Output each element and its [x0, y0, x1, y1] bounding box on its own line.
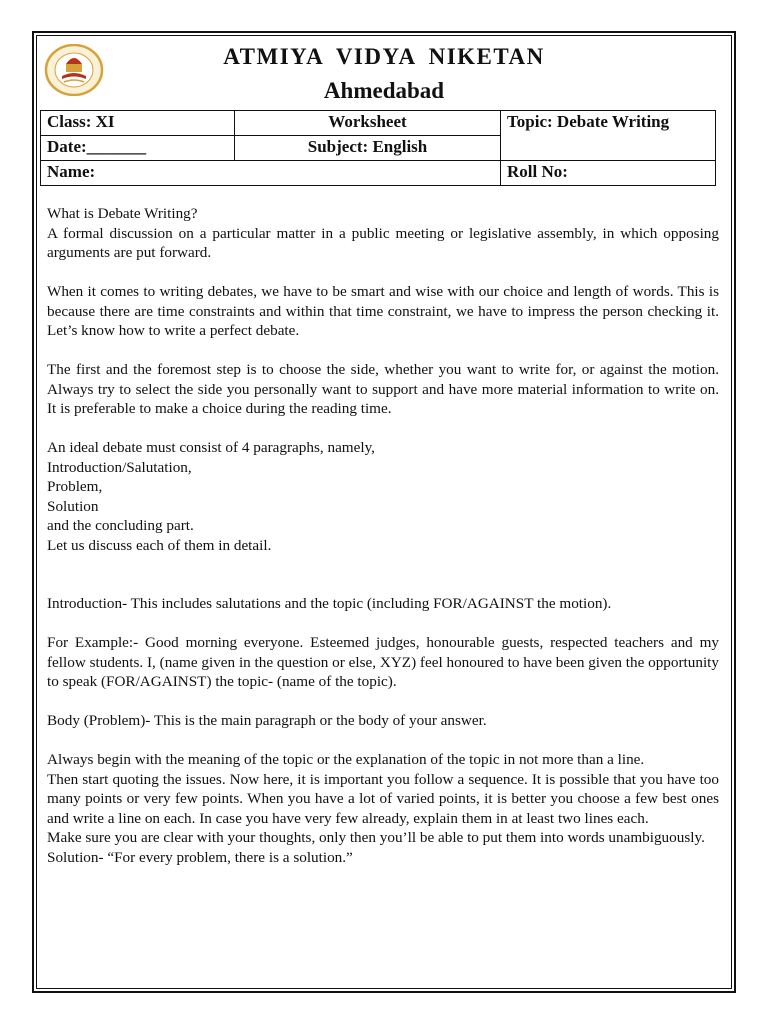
subject-cell: Subject: English	[235, 136, 501, 161]
roll-no-cell: Roll No:	[501, 161, 716, 186]
paragraph-quoting: Then start quoting the issues. Now here, it is important you follow a sequence. It is possible that you have too many points or very few points. When you have a lot of varied points, it is better you choose a few best ones and write a line on each. In case you have very few already, explain them in at least two lines each.	[47, 770, 719, 827]
school-city: Ahmedabad	[323, 78, 445, 103]
worksheet-content	[47, 204, 719, 867]
header-row	[41, 161, 716, 186]
paragraph-solution: Solution- “For every problem, there is a solution.”	[47, 848, 353, 866]
list-item: Solution	[47, 497, 99, 515]
definition-paragraph	[47, 204, 719, 263]
definition-text: A formal discussion on a particular matter in a public meeting or legislative assembly, in which opposing arguments are put forward.	[47, 224, 719, 261]
list-item: Introduction/Salutation,	[47, 458, 192, 476]
list-intro: An ideal debate must consist of 4 paragraphs, namely,	[47, 439, 375, 456]
school-name: ATMIYA VIDYA NIKETAN	[223, 44, 545, 69]
paragraph-introduction: Introduction- This includes salutations and the topic (including FOR/AGAINST the motion).	[47, 595, 612, 612]
list-outro: Let us discuss each of them in detail.	[47, 536, 272, 554]
paragraph-word-choice: When it comes to writing debates, we have to be smart and wise with our choice and length of words. This is because there are time constraints and within that time constraint, we have to impress the person checking it. Let’s know how to write a perfect debate.	[47, 283, 719, 339]
worksheet-cell: Worksheet	[235, 111, 501, 136]
topic-cell: Topic: Debate Writing	[501, 111, 716, 161]
paragraph-example: For Example:- Good morning everyone. Esteemed judges, honourable guests, respected teachers and my fellow students. I, (name given in the question or else, XYZ) feel honoured to have been given the opportunity to speak (FOR/AGAINST) the topic- (name of the topic).	[47, 634, 719, 690]
paragraph-meaning: Always begin with the meaning of the topic or the explanation of the topic in not more than a line.	[47, 751, 645, 768]
paragraph-choose-side: The first and the foremost step is to choose the side, whether you want to write for, or against the motion. Always try to select the side you personally want to support and have more material information to write on. It is preferable to make a choice during the reading time.	[47, 361, 719, 417]
name-cell: Name:	[41, 161, 501, 186]
paragraph-structure-list	[47, 438, 719, 555]
question-heading: What is Debate Writing?	[47, 205, 198, 222]
list-item: and the concluding part.	[47, 517, 194, 534]
paragraph-clarity: Make sure you are clear with your thoughts, only then you’ll be able to put them into words unambiguously.	[47, 829, 705, 846]
header-info-table	[40, 110, 716, 186]
date-cell: Date:_______	[41, 136, 235, 161]
paragraph-body: Body (Problem)- This is the main paragraph or the body of your answer.	[47, 712, 487, 729]
header-row	[41, 111, 716, 136]
list-item: Problem,	[47, 478, 103, 495]
class-cell: Class: XI	[41, 111, 235, 136]
